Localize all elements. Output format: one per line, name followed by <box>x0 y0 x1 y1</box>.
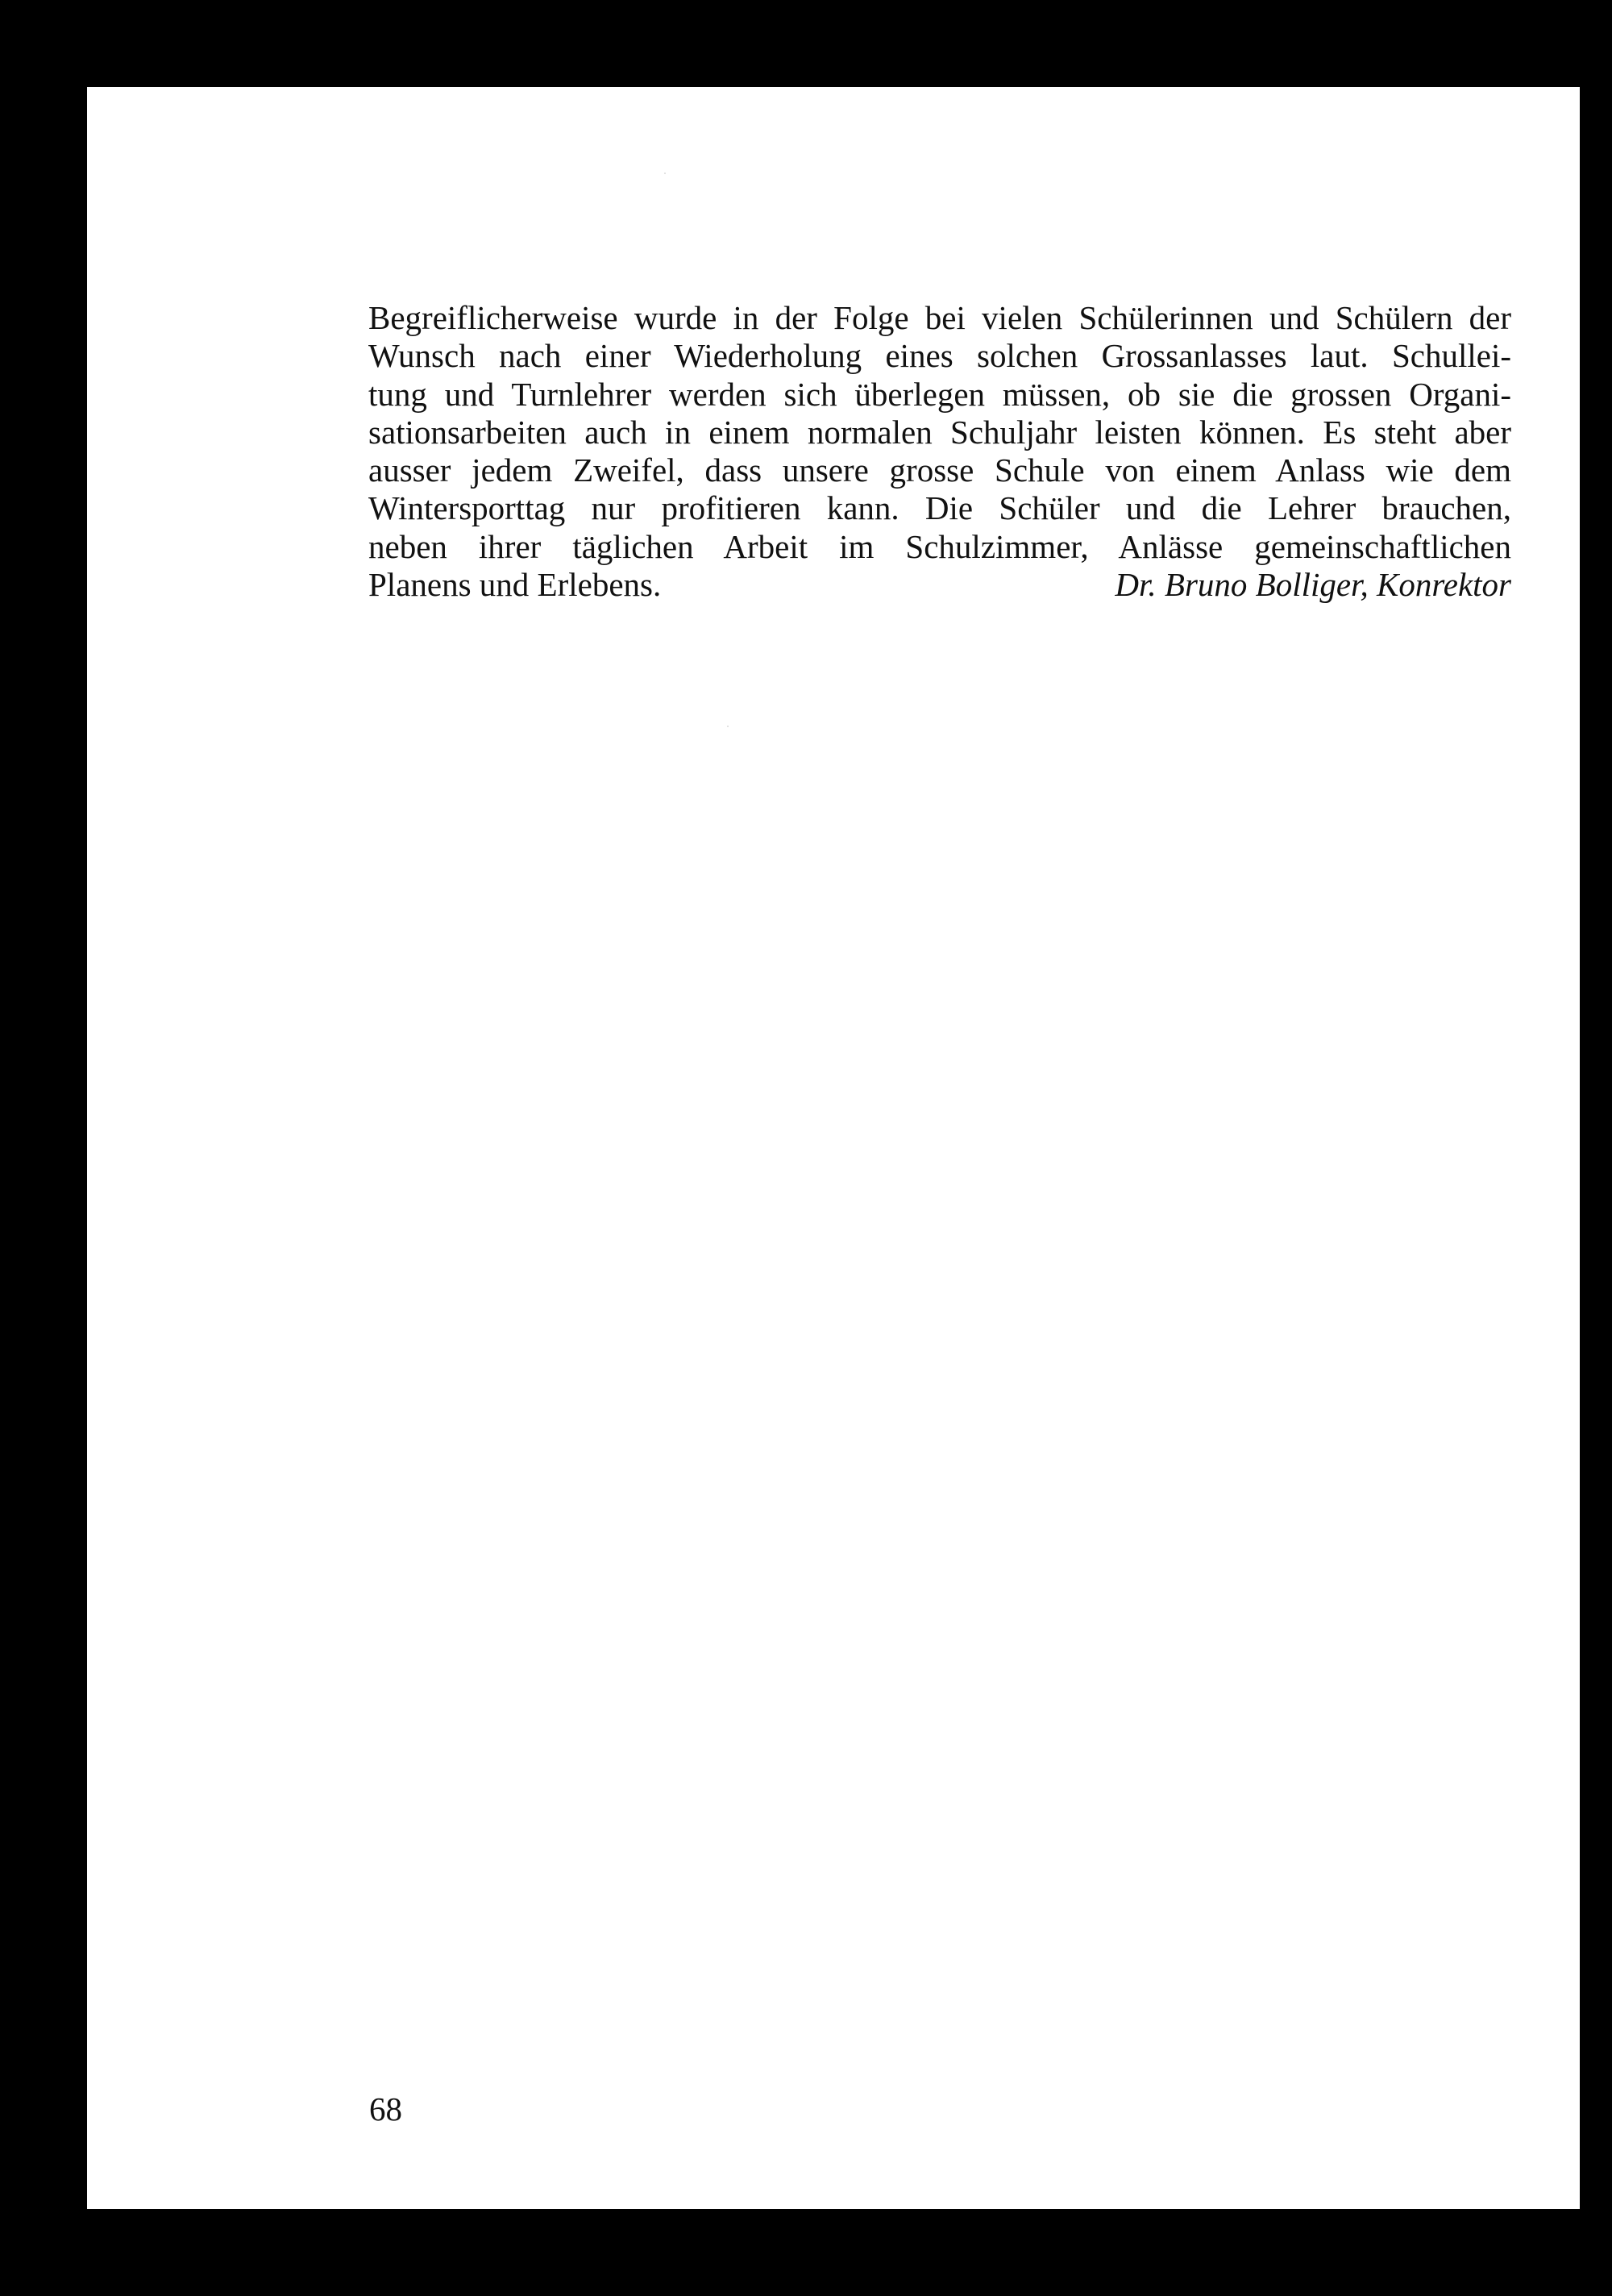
page-number: 68 <box>369 2090 402 2128</box>
paragraph-line: Begreiflicherweise wurde in der Folge bei vielen Schülerinnen und Schülern der <box>368 299 1511 336</box>
paper-speck <box>727 726 729 727</box>
document-page <box>87 87 1580 2209</box>
author-signature: Dr. Bruno Bolliger, Konrektor <box>1115 566 1511 604</box>
paper-speck <box>664 173 666 174</box>
paragraph-line: Wunsch nach einer Wiederholung eines solchen Grossanlasses laut. Schullei- <box>368 337 1511 375</box>
body-paragraph <box>368 299 1511 604</box>
paragraph-line: tung und Turnlehrer werden sich überlegen müssen, ob sie die grossen Organi- <box>368 375 1511 413</box>
paragraph-line: Wintersporttag nur profitieren kann. Die Schüler und die Lehrer brauchen, <box>368 489 1511 527</box>
paragraph-last-line: Planens und Erlebens. <box>368 566 662 604</box>
paragraph-line: ausser jedem Zweifel, dass unsere grosse Schule von einem Anlass wie dem <box>368 451 1511 489</box>
paragraph-line: neben ihrer täglichen Arbeit im Schulzimmer, Anlässe gemeinschaftlichen <box>368 527 1511 565</box>
paragraph-line: sationsarbeiten auch in einem normalen Schuljahr leisten können. Es steht aber <box>368 413 1511 451</box>
paragraph-closing-line <box>368 566 1511 604</box>
